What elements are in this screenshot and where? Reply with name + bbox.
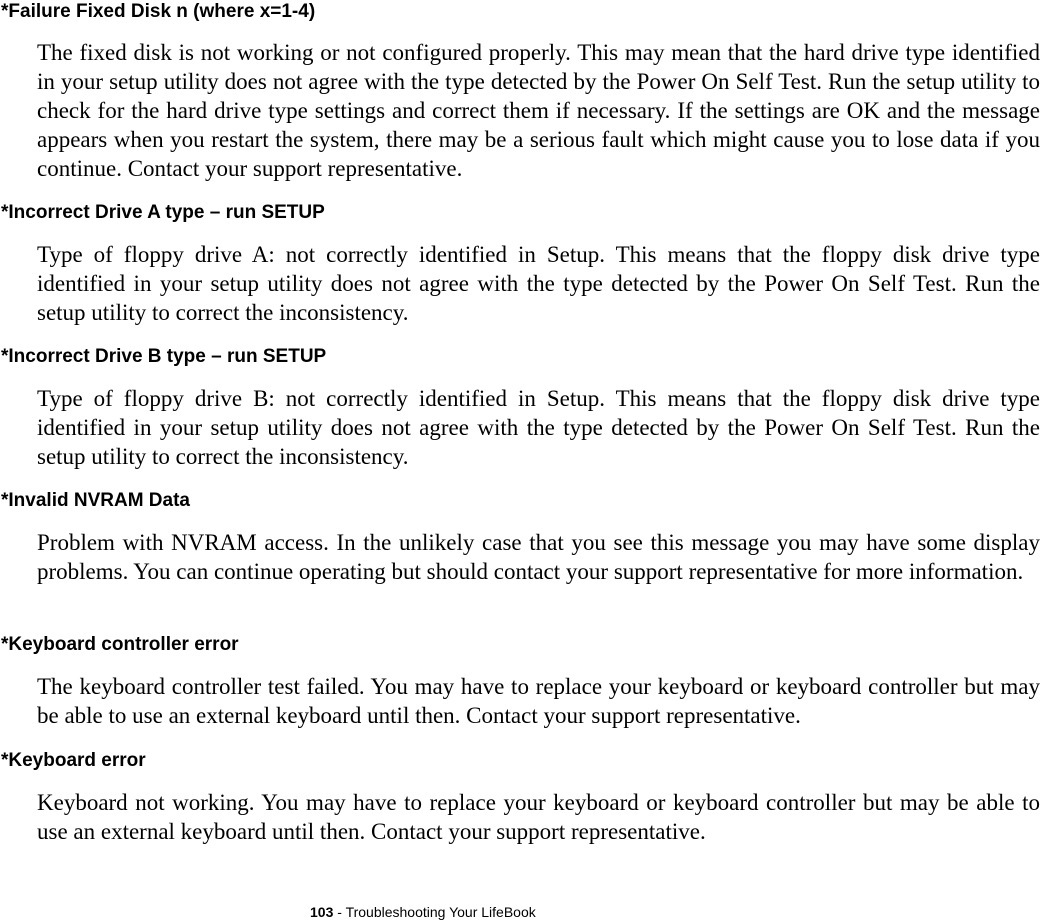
entry-body: Keyboard not working. You may have to replace your keyboard or keyboard controller but may be able to use an external keyboard until then. Contact your support representative. bbox=[37, 790, 1040, 844]
entry-body: Type of floppy drive B: not correctly identified in Setup. This means that the floppy disk drive type identified in your setup utility does not agree with the type detected by the Power On Self Test. Run the setup utility to correct the inconsistency. bbox=[37, 386, 1040, 469]
entry-title: *Failure Fixed Disk n (where x=1-4) bbox=[1, 1, 316, 22]
entry-body: Problem with NVRAM access. In the unlikely case that you see this message you may have some display problems. You can continue operating but should contact your support representative for more information. bbox=[37, 530, 1040, 584]
entry-title: *Keyboard controller error bbox=[1, 634, 239, 655]
footer-section-title: Troubleshooting Your LifeBook bbox=[345, 904, 536, 920]
footer-separator: - bbox=[333, 904, 346, 920]
entry-body: Type of floppy drive A: not correctly identified in Setup. This means that the floppy disk drive type identified in your setup utility does not agree with the type detected by the Power On Self Test. Run the setup utility to correct the inconsistency. bbox=[37, 242, 1040, 325]
entry-body: The keyboard controller test failed. You may have to replace your keyboard or keyboard controller but may be able to use an external keyboard until then. Contact your support representative. bbox=[37, 674, 1040, 728]
entry-title: *Invalid NVRAM Data bbox=[1, 490, 190, 511]
entry-title: *Incorrect Drive A type – run SETUP bbox=[1, 202, 325, 223]
entry-title: *Keyboard error bbox=[1, 750, 146, 771]
page-footer bbox=[310, 903, 536, 921]
entry-title: *Incorrect Drive B type – run SETUP bbox=[1, 346, 327, 367]
entry-body: The fixed disk is not working or not configured properly. This may mean that the hard drive type identified in your setup utility does not agree with the type detected by the Power On Self Test. Run the setup utility to check for the hard drive type settings and correct them if necessary. If the settings are OK and the message appears when you restart the system, there may be a serious fault which might cause you to lose data if you continue. Contact your support representative. bbox=[37, 40, 1040, 181]
page-number: 103 bbox=[310, 904, 334, 920]
